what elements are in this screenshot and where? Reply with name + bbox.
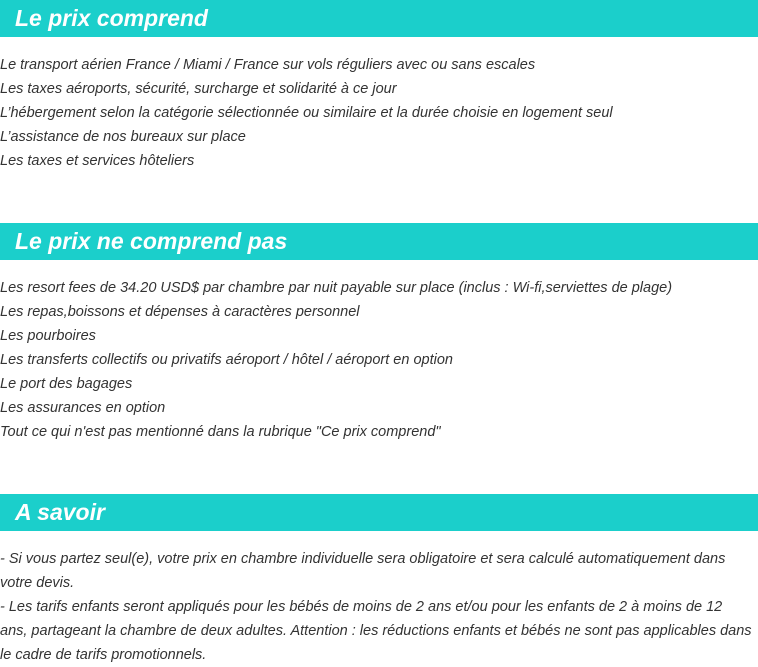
section-header-a-savoir (0, 494, 758, 531)
list-item: Le port des bagages (0, 376, 133, 392)
list-item: Le transport aérien France / Miami / France sur vols réguliers avec ou sans escales (0, 57, 536, 73)
section-header-prix-comprend (0, 0, 758, 37)
info-paragraph: - Les tarifs enfants seront appliqués pour les bébés de moins de 2 ans et/ou pour les enfants de 2 à moins de 12 ans, partageant la chambre de deux adultes. Attention : les réductions enfants et bébés ne sont pas applicables dans le cadre de tarifs promotionnels. (0, 599, 752, 663)
list-item: Les repas,boissons et dépenses à caractères personnel (0, 304, 360, 320)
info-paragraphs (0, 547, 752, 667)
list-item: L’assistance de nos bureaux sur place (0, 129, 246, 145)
section-title: A savoir (15, 499, 105, 525)
list-item: Les assurances en option (0, 400, 166, 416)
info-paragraph: - Si vous partez seul(e), votre prix en chambre individuelle sera obligatoire et sera calculé automatiquement dans votre devis. (0, 551, 726, 591)
list-item: Les resort fees de 34.20 USD$ par chambre par nuit payable sur place (inclus : Wi-fi,serviettes de plage) (0, 280, 673, 296)
section-title: Le prix ne comprend pas (15, 228, 288, 254)
list-item: Tout ce qui n'est pas mentionné dans la rubrique "Ce prix comprend" (0, 424, 441, 440)
list-item: Les taxes et services hôteliers (0, 153, 195, 169)
section-title: Le prix comprend (15, 5, 208, 31)
excluded-list (0, 276, 758, 444)
included-list (0, 53, 758, 173)
list-item: Les transferts collectifs ou privatifs aéroport / hôtel / aéroport en option (0, 352, 453, 368)
list-item: Les pourboires (0, 328, 96, 344)
section-header-prix-ne-comprend-pas (0, 223, 758, 260)
list-item: Les taxes aéroports, sécurité, surcharge et solidarité à ce jour (0, 81, 397, 97)
list-item: L’hébergement selon la catégorie sélectionnée ou similaire et la durée choisie en logement seul (0, 105, 613, 121)
